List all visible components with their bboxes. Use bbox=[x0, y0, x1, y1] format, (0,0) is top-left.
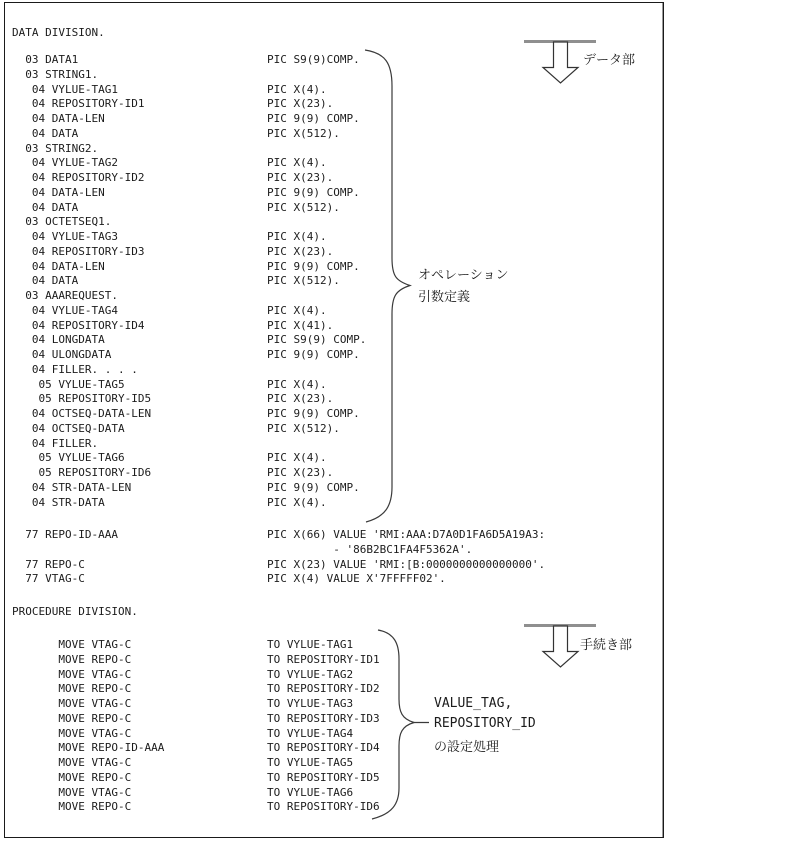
code-line bbox=[0, 558, 660, 573]
code-line-name: MOVE VTAG-C bbox=[12, 667, 132, 681]
code-line bbox=[0, 697, 660, 712]
code-line-pic: TO REPOSITORY-ID5 bbox=[267, 770, 380, 784]
code-line-pic: TO REPOSITORY-ID3 bbox=[267, 711, 380, 725]
setting-note-line3: の設定処理 bbox=[434, 740, 500, 755]
code-line bbox=[0, 466, 660, 481]
code-line bbox=[0, 186, 660, 201]
data-items-block bbox=[0, 53, 660, 510]
code-line-name: MOVE REPO-C bbox=[12, 711, 132, 725]
code-line bbox=[0, 712, 660, 727]
operation-args-label-line1: オペレーション bbox=[418, 268, 509, 283]
code-line-pic: TO REPOSITORY-ID1 bbox=[267, 652, 380, 666]
code-line-name: 04 LONGDATA bbox=[12, 333, 105, 347]
code-line bbox=[0, 363, 660, 378]
code-line bbox=[0, 230, 660, 245]
code-line-pic: PIC X(23). bbox=[267, 171, 334, 184]
code-line-name: 04 DATA-LEN bbox=[12, 112, 105, 125]
code-line-name: MOVE VTAG-C bbox=[12, 697, 132, 710]
code-line bbox=[0, 201, 660, 216]
code-line-name: 04 REPOSITORY-ID3 bbox=[12, 244, 145, 258]
code-line-name: 03 DATA1 bbox=[12, 53, 79, 66]
code-line-name: 03 STRING1. bbox=[12, 67, 99, 81]
procedure-division-header: PROCEDURE DIVISION. bbox=[12, 605, 138, 618]
code-line-pic: PIC X(41). bbox=[267, 318, 334, 332]
code-line bbox=[0, 68, 660, 83]
code-line bbox=[0, 481, 660, 496]
code-line-name: 05 VYLUE-TAG6 bbox=[12, 451, 125, 465]
setting-note-line1: VALUE_TAG, bbox=[434, 696, 513, 711]
code-line bbox=[0, 422, 660, 437]
code-line-pic: PIC 9(9) COMP. bbox=[267, 185, 360, 199]
code-line-pic: PIC 9(9) COMP. bbox=[267, 112, 360, 125]
code-line bbox=[0, 97, 660, 112]
code-line-name: 05 REPOSITORY-ID6 bbox=[12, 466, 152, 479]
code-line-name: 04 DATA bbox=[12, 274, 79, 288]
code-line bbox=[0, 741, 660, 756]
code-line-pic: TO REPOSITORY-ID6 bbox=[267, 800, 380, 814]
code-line-pic: PIC X(23). bbox=[267, 97, 334, 111]
code-line bbox=[0, 451, 660, 466]
code-line-name: 04 DATA-LEN bbox=[12, 259, 105, 273]
code-line bbox=[0, 112, 660, 127]
code-line-name: 04 STR-DATA bbox=[12, 495, 105, 509]
code-line bbox=[0, 83, 660, 98]
data-section-label: データ部 bbox=[583, 53, 636, 68]
code-line-name: MOVE VTAG-C bbox=[12, 785, 132, 799]
code-line-pic: PIC 9(9) COMP. bbox=[267, 259, 360, 273]
code-line-name: 04 REPOSITORY-ID1 bbox=[12, 97, 145, 111]
code-line-name: 03 OCTETSEQ1. bbox=[12, 215, 112, 229]
code-line-pic: PIC X(4). bbox=[267, 495, 327, 509]
code-line bbox=[0, 668, 660, 683]
code-line-pic: PIC X(512). bbox=[267, 126, 340, 140]
code-line-pic: PIC X(4). bbox=[267, 82, 327, 96]
code-line bbox=[0, 127, 660, 142]
code-line-name: 04 REPOSITORY-ID2 bbox=[12, 171, 145, 184]
code-line bbox=[0, 800, 660, 815]
code-line-pic: - '86B2BC1FA4F5362A'. bbox=[267, 542, 473, 556]
code-line bbox=[0, 682, 660, 697]
code-line-pic: TO VYLUE-TAG1 bbox=[267, 638, 354, 651]
code-line bbox=[0, 348, 660, 363]
data-division-header: DATA DIVISION. bbox=[12, 26, 105, 39]
code-line-name: MOVE REPO-ID-AAA bbox=[12, 741, 165, 755]
code-line-name: 04 DATA bbox=[12, 200, 79, 214]
code-line-name: 05 REPOSITORY-ID5 bbox=[12, 392, 152, 406]
code-line-pic: PIC X(23). bbox=[267, 392, 334, 406]
code-line bbox=[0, 543, 660, 558]
code-line-pic: TO VYLUE-TAG4 bbox=[267, 726, 354, 740]
code-line bbox=[0, 304, 660, 319]
code-line-name: MOVE VTAG-C bbox=[12, 756, 132, 769]
code-line-name: 04 VYLUE-TAG2 bbox=[12, 156, 118, 170]
code-line-name: 77 VTAG-C bbox=[12, 572, 85, 586]
code-line bbox=[0, 142, 660, 157]
code-line-name: 77 REPO-C bbox=[12, 557, 85, 571]
code-line bbox=[0, 319, 660, 334]
code-line-name: 04 FILLER. bbox=[12, 436, 99, 450]
code-line-pic: TO REPOSITORY-ID2 bbox=[267, 682, 380, 696]
move-statements-block bbox=[0, 638, 660, 815]
code-line bbox=[0, 727, 660, 742]
code-line-pic: PIC X(512). bbox=[267, 421, 340, 435]
code-line-name: MOVE REPO-C bbox=[12, 800, 132, 814]
code-line-pic: PIC X(66) VALUE 'RMI:AAA:D7A0D1FA6D5A19A3: bbox=[267, 528, 546, 541]
code-line-pic: PIC X(4). bbox=[267, 156, 327, 170]
code-line-name: 03 STRING2. bbox=[12, 141, 99, 155]
code-line-name: 04 OCTSEQ-DATA bbox=[12, 421, 125, 435]
code-line bbox=[0, 407, 660, 422]
code-line bbox=[0, 653, 660, 668]
procedure-section-label: 手続き部 bbox=[580, 638, 633, 653]
code-line bbox=[0, 786, 660, 801]
code-line-name: 04 OCTSEQ-DATA-LEN bbox=[12, 407, 152, 420]
code-line bbox=[0, 333, 660, 348]
code-line-name: 04 DATA bbox=[12, 126, 79, 140]
code-line bbox=[0, 171, 660, 186]
code-line-pic: PIC X(4). bbox=[267, 377, 327, 391]
code-line bbox=[0, 496, 660, 511]
code-line-pic: PIC X(512). bbox=[267, 274, 340, 288]
code-line-pic: PIC X(512). bbox=[267, 200, 340, 214]
code-line-name: MOVE VTAG-C bbox=[12, 726, 132, 740]
code-line-name: 03 AAAREQUEST. bbox=[12, 289, 118, 302]
code-line-name: 04 VYLUE-TAG4 bbox=[12, 303, 118, 317]
code-line-pic: TO VYLUE-TAG6 bbox=[267, 785, 354, 799]
code-line-name: 05 VYLUE-TAG5 bbox=[12, 377, 125, 391]
setting-note-line2: REPOSITORY_ID bbox=[434, 716, 536, 731]
code-line bbox=[0, 437, 660, 452]
code-line-pic: TO REPOSITORY-ID4 bbox=[267, 741, 380, 755]
code-line bbox=[0, 215, 660, 230]
code-line bbox=[0, 528, 660, 543]
code-line-name: MOVE VTAG-C bbox=[12, 638, 132, 651]
code-line bbox=[0, 289, 660, 304]
code-line-name: 04 DATA-LEN bbox=[12, 185, 105, 199]
code-line bbox=[0, 378, 660, 393]
code-line-pic: PIC 9(9) COMP. bbox=[267, 348, 360, 361]
code-line-name: MOVE REPO-C bbox=[12, 652, 132, 666]
code-line bbox=[0, 572, 660, 587]
code-line bbox=[0, 638, 660, 653]
code-line-name: 04 STR-DATA-LEN bbox=[12, 480, 132, 494]
operation-args-label-line2: 引数定義 bbox=[418, 290, 471, 305]
code-line bbox=[0, 274, 660, 289]
code-line-pic: TO VYLUE-TAG5 bbox=[267, 756, 354, 769]
code-line bbox=[0, 771, 660, 786]
code-line-pic: PIC 9(9) COMP. bbox=[267, 480, 360, 494]
code-line-name: 04 REPOSITORY-ID4 bbox=[12, 318, 145, 332]
code-line-pic: PIC S9(9) COMP. bbox=[267, 333, 367, 347]
code-line-name: 04 FILLER. . . . bbox=[12, 362, 138, 376]
code-line-pic: TO VYLUE-TAG2 bbox=[267, 667, 354, 681]
code-line bbox=[0, 156, 660, 171]
code-line bbox=[0, 756, 660, 771]
code-line bbox=[0, 53, 660, 68]
code-line-pic: PIC X(4) VALUE X'7FFFFF02'. bbox=[267, 572, 446, 586]
code-line-pic: PIC X(4). bbox=[267, 303, 327, 317]
code-line-pic: PIC X(23). bbox=[267, 244, 334, 258]
code-line-pic: PIC S9(9)COMP. bbox=[267, 53, 360, 66]
code-line-pic: PIC X(23) VALUE 'RMI:[B:0000000000000000'. bbox=[267, 557, 546, 571]
code-line-name: 04 ULONGDATA bbox=[12, 348, 112, 361]
code-line bbox=[0, 245, 660, 260]
code-line-pic: PIC X(23). bbox=[267, 466, 334, 479]
code-line-pic: TO VYLUE-TAG3 bbox=[267, 697, 354, 710]
code-line-name: MOVE REPO-C bbox=[12, 770, 132, 784]
code-line bbox=[0, 260, 660, 275]
code-line-pic: PIC X(4). bbox=[267, 230, 327, 243]
code-line-name: 04 VYLUE-TAG3 bbox=[12, 230, 118, 243]
code-line bbox=[0, 392, 660, 407]
code-line-name: 77 REPO-ID-AAA bbox=[12, 528, 118, 541]
code-line-name: MOVE REPO-C bbox=[12, 682, 132, 696]
level77-block bbox=[0, 528, 660, 587]
code-line-pic: PIC X(4). bbox=[267, 451, 327, 465]
code-line-pic: PIC 9(9) COMP. bbox=[267, 407, 360, 420]
code-line-name: 04 VYLUE-TAG1 bbox=[12, 82, 118, 96]
